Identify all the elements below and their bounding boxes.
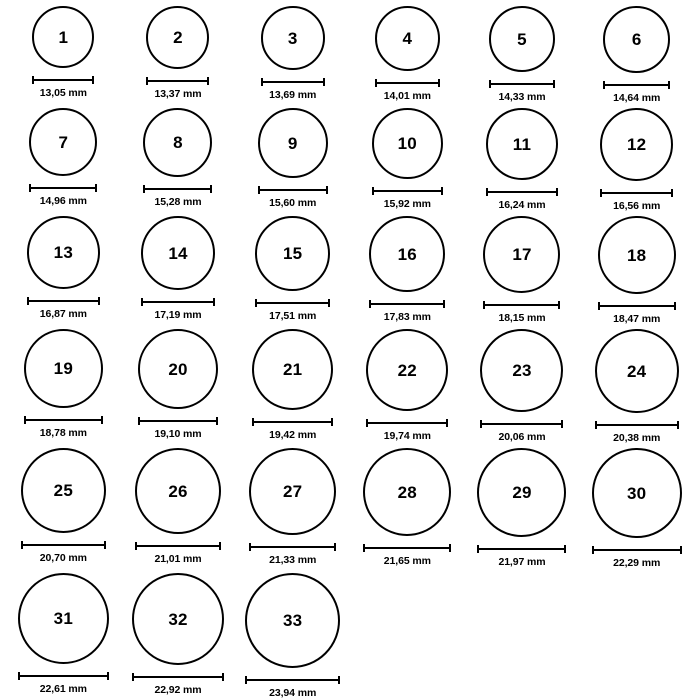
caliper-icon [29,183,97,192]
ring-diameter-text: 18,15 mm [498,312,546,324]
ring-diameter-text: 20,38 mm [613,432,661,444]
ring-diameter-text: 14,64 mm [613,92,661,104]
ring-size-label: 16 [397,244,417,264]
ring-circle [595,329,679,413]
ring-circle [477,448,566,537]
caliper-icon [255,298,330,307]
ring-circle [366,329,448,411]
ring-circle [21,448,106,533]
ring-diameter-text: 15,60 mm [269,197,317,209]
ring-circle [592,448,682,538]
ring-size-cell [579,325,694,444]
ring-size-cell [350,104,465,212]
caliper-icon [132,672,224,681]
ring-size-cell [350,444,465,569]
ring-size-cell [579,2,694,104]
caliper-icon [486,187,558,196]
ring-circle [249,448,336,535]
ring-size-label: 4 [402,29,413,48]
ring-circle [255,216,330,291]
ring-circle [24,329,103,408]
ring-size-label: 20 [168,359,188,379]
caliper-icon [258,185,328,194]
ring-diameter-text: 21,65 mm [383,555,431,567]
ring-diameter-text: 20,06 mm [498,431,546,443]
ring-diameter-text: 16,24 mm [498,199,546,211]
caliper-icon [366,418,448,427]
ring-size-label: 8 [173,133,183,152]
ring-size-cell [6,325,121,444]
ring-diameter-text: 17,19 mm [154,309,202,321]
caliper-icon [595,420,679,429]
ring-diameter-text: 16,87 mm [39,308,87,320]
ring-circle [372,108,443,179]
ring-circle [138,329,218,409]
ring-size-cell [235,569,350,699]
ring-circle [363,448,451,536]
ring-size-label: 7 [58,132,69,152]
ring-size-cell [465,212,580,325]
ring-circle [261,6,325,70]
ring-circle [27,216,100,289]
ring-size-cell [121,569,236,699]
ring-size-cell [465,325,580,444]
ring-size-label: 18 [627,245,647,265]
ring-size-cell [350,212,465,325]
ring-circle [18,573,109,664]
ring-circle [143,108,212,177]
ring-size-label: 1 [58,27,69,47]
ring-size-label: 33 [283,611,303,630]
ring-circle [146,6,209,69]
caliper-icon [261,77,325,86]
ring-diameter-text: 13,69 mm [269,89,317,101]
ring-circle [135,448,221,534]
ring-size-cell [121,2,236,104]
ring-diameter-text: 20,70 mm [39,552,87,564]
ring-size-label: 5 [517,29,527,49]
ring-size-label: 6 [631,30,642,49]
ring-size-cell [350,2,465,104]
caliper-icon [252,417,333,426]
ring-size-label: 9 [287,133,298,153]
caliper-icon [18,671,109,680]
ring-size-cell [121,212,236,325]
ring-size-cell [6,2,121,104]
caliper-icon [372,186,443,195]
ring-diameter-text: 21,97 mm [498,556,546,568]
ring-diameter-text: 21,01 mm [154,553,202,565]
ring-size-label: 21 [283,360,303,379]
ring-size-cell [465,2,580,104]
ring-size-label: 24 [627,361,647,381]
ring-circle [245,573,340,668]
ring-size-label: 10 [397,134,417,153]
ring-diameter-text: 23,94 mm [269,687,317,699]
ring-size-label: 2 [173,28,183,47]
ring-diameter-text: 17,83 mm [383,311,431,323]
ring-circle [32,6,94,68]
ring-size-label: 32 [168,609,188,629]
ring-diameter-text: 13,37 mm [154,88,202,100]
caliper-icon [603,80,670,89]
ring-diameter-text: 14,01 mm [383,90,431,102]
ring-size-label: 3 [287,28,298,48]
ring-circle [603,6,670,73]
ring-diameter-text: 19,10 mm [154,428,202,440]
ring-size-label: 23 [512,361,532,380]
caliper-icon [600,188,673,197]
ring-circle [600,108,673,181]
ring-size-label: 29 [512,483,532,502]
caliper-icon [146,76,209,85]
ring-diameter-text: 13,05 mm [39,87,87,99]
ring-diameter-text: 18,78 mm [39,427,87,439]
ring-size-label: 22 [397,360,417,380]
ring-size-label: 19 [53,359,73,378]
ring-size-label: 27 [283,482,303,501]
ring-size-cell [235,325,350,444]
ring-size-cell [465,444,580,569]
ring-circle [141,216,215,290]
ring-diameter-text: 22,29 mm [613,557,661,569]
caliper-icon [369,299,445,308]
caliper-icon [135,541,221,550]
caliper-icon [363,543,451,552]
ring-diameter-text: 22,61 mm [39,683,87,695]
ring-size-label: 11 [512,134,532,154]
ring-diameter-text: 18,47 mm [613,313,661,325]
caliper-icon [477,544,566,553]
ring-diameter-text: 16,56 mm [613,200,661,212]
caliper-icon [489,79,555,88]
ring-size-cell [6,569,121,699]
ring-size-label: 14 [168,243,188,263]
caliper-icon [592,545,682,554]
ring-diameter-text: 14,96 mm [39,195,87,207]
ring-diameter-text: 19,74 mm [383,430,431,442]
ring-size-label: 26 [168,481,188,501]
caliper-icon [375,78,440,87]
ring-diameter-text: 21,33 mm [269,554,317,566]
ring-size-cell [121,444,236,569]
ring-diameter-text: 17,51 mm [269,310,317,322]
ring-circle [258,108,328,178]
ring-size-label: 28 [397,482,417,502]
ring-size-cell [235,444,350,569]
ring-diameter-text: 14,33 mm [498,91,546,103]
ring-size-cell [6,104,121,212]
ring-size-label: 17 [512,245,532,264]
ring-diameter-text: 22,92 mm [154,684,202,696]
caliper-icon [245,675,340,684]
ring-size-cell [6,444,121,569]
caliper-icon [32,75,94,84]
caliper-icon [249,542,336,551]
ring-size-cell [350,325,465,444]
ring-circle [489,6,555,72]
caliper-icon [141,297,215,306]
ring-circle [598,216,676,294]
ring-circle [369,216,445,292]
caliper-icon [21,540,106,549]
ring-circle [252,329,333,410]
ring-size-label: 12 [627,135,647,154]
caliper-icon [483,300,560,309]
ring-size-cell [235,104,350,212]
caliper-icon [143,184,212,193]
ring-size-label: 13 [53,243,73,262]
caliper-icon [138,416,218,425]
ring-size-cell [579,212,694,325]
ring-size-cell [465,104,580,212]
ring-size-cell [121,325,236,444]
ring-diameter-text: 15,92 mm [383,198,431,210]
caliper-icon [24,415,103,424]
ring-diameter-text: 15,28 mm [154,196,202,208]
ring-circle [132,573,224,665]
ring-circle [480,329,563,412]
ring-size-label: 15 [283,244,303,263]
caliper-icon [480,419,563,428]
ring-diameter-text: 19,42 mm [269,429,317,441]
ring-size-cell [235,2,350,104]
ring-size-cell [579,444,694,569]
ring-circle [375,6,440,71]
caliper-icon [27,296,100,305]
ring-circle [486,108,558,180]
ring-size-cell [121,104,236,212]
ring-size-label: 30 [627,483,647,503]
ring-size-cell [579,104,694,212]
ring-circle [29,108,97,176]
ring-size-label: 31 [53,609,73,628]
ring-size-cell [235,212,350,325]
caliper-icon [598,301,676,310]
ring-size-label: 25 [53,481,73,500]
ring-size-cell [6,212,121,325]
ring-circle [483,216,560,293]
